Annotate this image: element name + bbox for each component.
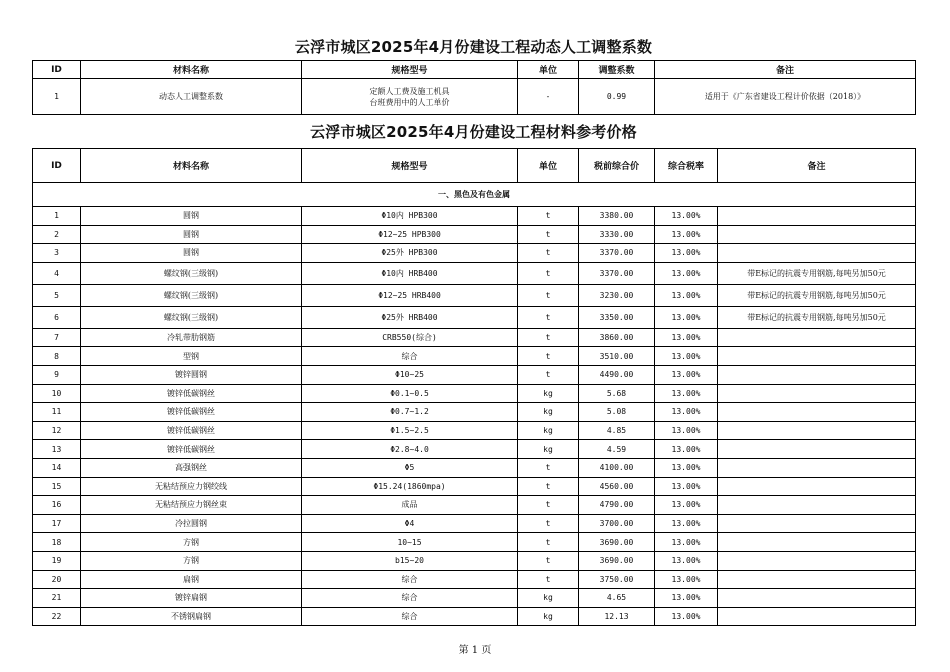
header-material-name: 材料名称 — [81, 149, 302, 183]
cell-name: 镀锌低碳钢丝 — [81, 440, 302, 459]
cell-tax-rate: 13.00% — [655, 551, 718, 570]
cell-note — [718, 570, 916, 589]
cell-spec: 综合 — [302, 570, 518, 589]
cell-spec: Φ10内 HPB300 — [302, 207, 518, 226]
cell-unit: t — [518, 533, 579, 552]
cell-price: 3370.00 — [579, 244, 655, 263]
cell-price: 4.85 — [579, 421, 655, 440]
table-row — [33, 306, 916, 328]
labor-table-row — [33, 79, 916, 115]
header-note: 备注 — [718, 149, 916, 183]
cell-tax-rate: 13.00% — [655, 514, 718, 533]
cell-factor: 0.99 — [579, 79, 655, 115]
cell-spec: Φ4 — [302, 514, 518, 533]
cell-name: 高强钢丝 — [81, 458, 302, 477]
cell-price: 4790.00 — [579, 496, 655, 515]
table-row — [33, 533, 916, 552]
cell-id: 19 — [33, 551, 81, 570]
cell-id: 9 — [33, 365, 81, 384]
cell-name: 镀锌圆钢 — [81, 365, 302, 384]
cell-name: 扁钢 — [81, 570, 302, 589]
table-row — [33, 440, 916, 459]
cell-price: 3380.00 — [579, 207, 655, 226]
cell-spec: Φ25外 HPB300 — [302, 244, 518, 263]
cell-unit: kg — [518, 421, 579, 440]
table-row — [33, 347, 916, 366]
cell-id: 16 — [33, 496, 81, 515]
cell-spec: Φ10内 HRB400 — [302, 262, 518, 284]
header-note: 备注 — [655, 61, 916, 79]
cell-name: 圆钢 — [81, 225, 302, 244]
cell-note — [718, 403, 916, 422]
cell-spec: Φ2.8~4.0 — [302, 440, 518, 459]
cell-price: 4.65 — [579, 589, 655, 608]
cell-price: 4560.00 — [579, 477, 655, 496]
table-row — [33, 284, 916, 306]
cell-note — [718, 244, 916, 263]
table-row — [33, 514, 916, 533]
table-row — [33, 244, 916, 263]
cell-spec — [302, 79, 518, 115]
cell-price: 3860.00 — [579, 328, 655, 347]
cell-price: 5.08 — [579, 403, 655, 422]
cell-id: 1 — [33, 79, 81, 115]
cell-spec-line1: 定额人工费及施工机具 — [369, 86, 450, 96]
cell-note — [718, 551, 916, 570]
cell-id: 21 — [33, 589, 81, 608]
cell-note: 适用于《广东省建设工程计价依据（2018）》 — [655, 79, 916, 115]
cell-tax-rate: 13.00% — [655, 262, 718, 284]
page-footer: 第 1 页 — [458, 645, 492, 656]
cell-unit: t — [518, 244, 579, 263]
adjustment-title: 云浮市城区2025年4月份建设工程动态人工调整系数 — [294, 38, 653, 56]
section-row — [33, 183, 916, 207]
cell-unit: t — [518, 225, 579, 244]
cell-name: 方钢 — [81, 551, 302, 570]
table-row — [33, 607, 916, 626]
cell-id: 13 — [33, 440, 81, 459]
price-table-header — [33, 149, 916, 183]
cell-tax-rate: 13.00% — [655, 440, 718, 459]
material-price-table — [32, 148, 916, 626]
cell-name: 动态人工调整系数 — [81, 79, 302, 115]
cell-spec: Φ0.1~0.5 — [302, 384, 518, 403]
cell-tax-rate: 13.00% — [655, 306, 718, 328]
cell-name: 圆钢 — [81, 244, 302, 263]
header-spec: 规格型号 — [302, 61, 518, 79]
cell-spec: Φ10~25 — [302, 365, 518, 384]
cell-tax-rate: 13.00% — [655, 244, 718, 263]
cell-spec: 10~15 — [302, 533, 518, 552]
cell-tax-rate: 13.00% — [655, 607, 718, 626]
cell-id: 4 — [33, 262, 81, 284]
cell-unit: t — [518, 207, 579, 226]
cell-note — [718, 514, 916, 533]
header-spec: 规格型号 — [302, 149, 518, 183]
cell-note — [718, 440, 916, 459]
cell-name: 冷拉圆钢 — [81, 514, 302, 533]
cell-price: 3510.00 — [579, 347, 655, 366]
cell-tax-rate: 13.00% — [655, 589, 718, 608]
cell-id: 17 — [33, 514, 81, 533]
table-row — [33, 262, 916, 284]
cell-unit: t — [518, 306, 579, 328]
cell-spec-line2: 台班费用中的人工单价 — [369, 97, 450, 107]
cell-note — [718, 365, 916, 384]
cell-tax-rate: 13.00% — [655, 328, 718, 347]
table-row — [33, 328, 916, 347]
header-id: ID — [33, 149, 81, 183]
cell-note — [718, 225, 916, 244]
cell-unit: t — [518, 551, 579, 570]
cell-id: 12 — [33, 421, 81, 440]
cell-id: 8 — [33, 347, 81, 366]
cell-spec: 综合 — [302, 347, 518, 366]
cell-unit: kg — [518, 440, 579, 459]
cell-spec: Φ12~25 HRB400 — [302, 284, 518, 306]
cell-tax-rate: 13.00% — [655, 570, 718, 589]
table-row — [33, 551, 916, 570]
table-row — [33, 365, 916, 384]
cell-tax-rate: 13.00% — [655, 225, 718, 244]
cell-spec: 综合 — [302, 589, 518, 608]
cell-unit: kg — [518, 589, 579, 608]
cell-note — [718, 384, 916, 403]
cell-unit: t — [518, 284, 579, 306]
cell-price: 4.59 — [579, 440, 655, 459]
cell-price: 3370.00 — [579, 262, 655, 284]
cell-spec: 成品 — [302, 496, 518, 515]
cell-tax-rate: 13.00% — [655, 365, 718, 384]
cell-name: 螺纹钢(三级钢) — [81, 306, 302, 328]
cell-name: 无粘结预应力钢绞线 — [81, 477, 302, 496]
cell-tax-rate: 13.00% — [655, 384, 718, 403]
cell-name: 不锈钢扁钢 — [81, 607, 302, 626]
cell-price: 3690.00 — [579, 533, 655, 552]
cell-id: 11 — [33, 403, 81, 422]
cell-price: 3750.00 — [579, 570, 655, 589]
table-row — [33, 496, 916, 515]
cell-tax-rate: 13.00% — [655, 403, 718, 422]
cell-unit: t — [518, 514, 579, 533]
labor-adjustment-table — [32, 60, 916, 115]
cell-id: 22 — [33, 607, 81, 626]
table-row — [33, 384, 916, 403]
header-factor: 调整系数 — [579, 61, 655, 79]
cell-name: 无粘结预应力钢丝束 — [81, 496, 302, 515]
cell-id: 20 — [33, 570, 81, 589]
header-unit: 单位 — [518, 149, 579, 183]
cell-id: 5 — [33, 284, 81, 306]
cell-name: 圆钢 — [81, 207, 302, 226]
header-price: 税前综合价 — [579, 149, 655, 183]
cell-unit: t — [518, 496, 579, 515]
cell-tax-rate: 13.00% — [655, 284, 718, 306]
cell-price: 3690.00 — [579, 551, 655, 570]
cell-unit: t — [518, 477, 579, 496]
cell-note — [718, 458, 916, 477]
cell-note — [718, 477, 916, 496]
cell-spec: b15~20 — [302, 551, 518, 570]
cell-spec: Φ1.5~2.5 — [302, 421, 518, 440]
cell-tax-rate: 13.00% — [655, 458, 718, 477]
cell-note — [718, 607, 916, 626]
table-row — [33, 421, 916, 440]
cell-note: 带E标记的抗震专用钢筋,每吨另加50元 — [718, 306, 916, 328]
cell-name: 镀锌扁钢 — [81, 589, 302, 608]
cell-note — [718, 533, 916, 552]
price-title: 云浮市城区2025年4月份建设工程材料参考价格 — [310, 123, 637, 141]
cell-id: 1 — [33, 207, 81, 226]
header-id: ID — [33, 61, 81, 79]
cell-note — [718, 589, 916, 608]
cell-tax-rate: 13.00% — [655, 477, 718, 496]
cell-id: 15 — [33, 477, 81, 496]
table-row — [33, 570, 916, 589]
table-row — [33, 477, 916, 496]
cell-unit: t — [518, 347, 579, 366]
labor-table-header — [33, 61, 916, 79]
cell-unit: - — [518, 79, 579, 115]
cell-name: 镀锌低碳钢丝 — [81, 421, 302, 440]
cell-note — [718, 347, 916, 366]
cell-id: 14 — [33, 458, 81, 477]
cell-unit: t — [518, 365, 579, 384]
cell-name: 螺纹钢(三级钢) — [81, 262, 302, 284]
cell-unit: t — [518, 262, 579, 284]
section-title: 一、黑色及有色金属 — [33, 183, 916, 207]
cell-name: 镀锌低碳钢丝 — [81, 384, 302, 403]
table-row — [33, 589, 916, 608]
cell-price: 12.13 — [579, 607, 655, 626]
table-row — [33, 207, 916, 226]
cell-unit: t — [518, 328, 579, 347]
cell-unit: kg — [518, 607, 579, 626]
cell-name: 镀锌低碳钢丝 — [81, 403, 302, 422]
cell-id: 10 — [33, 384, 81, 403]
cell-price: 4100.00 — [579, 458, 655, 477]
cell-spec: CRB550(综合) — [302, 328, 518, 347]
cell-unit: kg — [518, 384, 579, 403]
cell-spec: Φ0.7~1.2 — [302, 403, 518, 422]
cell-spec: Φ15.24(1860mpa) — [302, 477, 518, 496]
cell-price: 3230.00 — [579, 284, 655, 306]
cell-tax-rate: 13.00% — [655, 421, 718, 440]
cell-id: 2 — [33, 225, 81, 244]
cell-note: 带E标记的抗震专用钢筋,每吨另加50元 — [718, 262, 916, 284]
cell-unit: kg — [518, 403, 579, 422]
cell-name: 型钢 — [81, 347, 302, 366]
cell-id: 3 — [33, 244, 81, 263]
cell-note — [718, 207, 916, 226]
cell-unit: t — [518, 458, 579, 477]
cell-name: 螺纹钢(三级钢) — [81, 284, 302, 306]
cell-note: 带E标记的抗震专用钢筋,每吨另加50元 — [718, 284, 916, 306]
cell-spec: Φ5 — [302, 458, 518, 477]
header-unit: 单位 — [518, 61, 579, 79]
cell-id: 18 — [33, 533, 81, 552]
cell-price: 4490.00 — [579, 365, 655, 384]
table-row — [33, 403, 916, 422]
cell-spec: Φ25外 HRB400 — [302, 306, 518, 328]
cell-tax-rate: 13.00% — [655, 533, 718, 552]
cell-price: 3700.00 — [579, 514, 655, 533]
table-row — [33, 225, 916, 244]
cell-price: 3350.00 — [579, 306, 655, 328]
cell-spec: 综合 — [302, 607, 518, 626]
cell-note — [718, 421, 916, 440]
header-material-name: 材料名称 — [81, 61, 302, 79]
cell-unit: t — [518, 570, 579, 589]
cell-price: 5.68 — [579, 384, 655, 403]
cell-note — [718, 496, 916, 515]
cell-name: 方钢 — [81, 533, 302, 552]
cell-price: 3330.00 — [579, 225, 655, 244]
cell-spec: Φ12~25 HPB300 — [302, 225, 518, 244]
table-row — [33, 458, 916, 477]
cell-tax-rate: 13.00% — [655, 207, 718, 226]
cell-id: 7 — [33, 328, 81, 347]
cell-tax-rate: 13.00% — [655, 496, 718, 515]
cell-name: 冷轧带肋钢筋 — [81, 328, 302, 347]
cell-note — [718, 328, 916, 347]
cell-id: 6 — [33, 306, 81, 328]
cell-tax-rate: 13.00% — [655, 347, 718, 366]
header-tax-rate: 综合税率 — [655, 149, 718, 183]
